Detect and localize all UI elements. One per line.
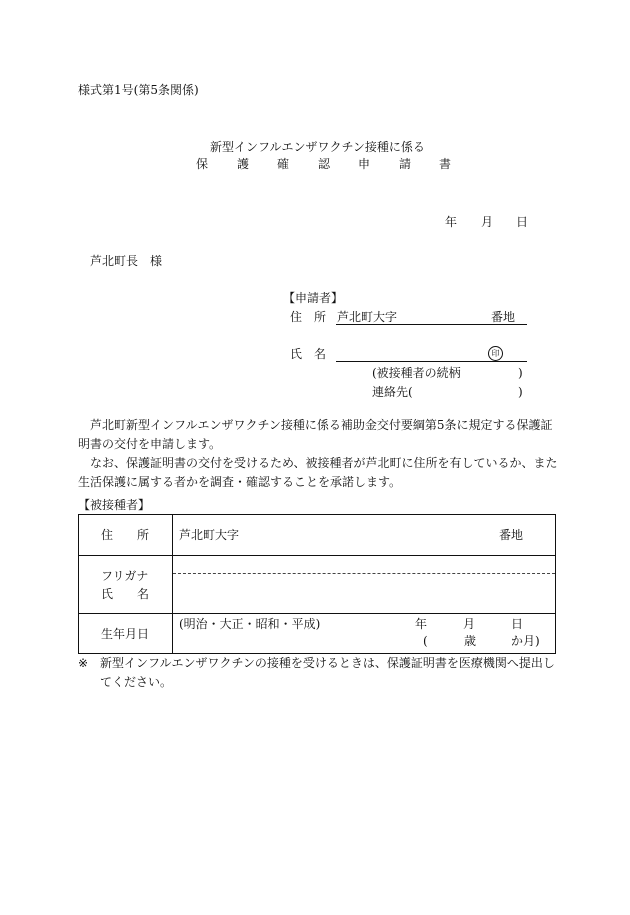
birthdate-label-cell <box>79 614 173 654</box>
date-year-label: 年 <box>445 215 458 229</box>
month-unit: か月) <box>511 633 540 648</box>
recipient-table <box>78 514 556 654</box>
recipient-name-cell[interactable] <box>173 556 556 614</box>
title-char: 申 <box>358 157 371 171</box>
era-options: (明治・大正・昭和・平成) <box>179 616 321 631</box>
recipient-heading: 【被接種者】 <box>78 498 151 512</box>
applicant-address-value: 芦北町大字 <box>337 310 398 324</box>
birthdate-label: 生年月日 <box>101 626 150 641</box>
title-line1: 新型インフルエンザワクチン接種に係る <box>210 140 425 154</box>
date-month-label: 月 <box>481 215 494 229</box>
contact-open: 連絡先( <box>372 385 413 399</box>
table-row-birthdate <box>79 614 556 654</box>
recipient-name-label-cell <box>79 556 173 614</box>
applicant-address-underline <box>336 324 527 325</box>
body-paragraph-2: なお、保護証明書の交付を受けるため、被接種者が芦北町に住所を有しているか、また生活保護に属する者かを調査・確認することを承諾します。 <box>78 456 558 489</box>
recipient-address-label: 住 所 <box>101 528 150 542</box>
age-unit: 歳 <box>464 633 477 648</box>
birth-day-label: 日 <box>511 616 524 631</box>
applicant-name-label: 氏 名 <box>290 347 327 361</box>
note-text: 新型インフルエンザワクチンの接種を受けるときは、保護証明書を医療機関へ提出してください。 <box>100 656 555 689</box>
title-char: 請 <box>399 157 412 171</box>
applicant-name-field[interactable] <box>336 361 527 362</box>
recipient-address-suffix: 番地 <box>499 528 524 542</box>
applicant-address-label: 住 所 <box>290 310 327 324</box>
contact-close: ) <box>518 385 523 399</box>
relation-close: ) <box>518 366 523 380</box>
date-day-label: 日 <box>516 215 529 229</box>
body-paragraph-1: 芦北町新型インフルエンザワクチン接種に係る補助金交付要綱第5条に規定する保護証明書の交付を申請します。 <box>78 418 553 451</box>
body-text <box>78 416 560 492</box>
recipient-address-label-cell <box>79 515 173 556</box>
table-row-name <box>79 556 556 614</box>
birth-year-label: 年 <box>415 616 428 631</box>
note-mark: ※ <box>78 656 89 670</box>
birthdate-cell[interactable] <box>173 614 556 654</box>
recipient-address-value: 芦北町大字 <box>179 528 240 542</box>
title-char: 書 <box>439 157 452 171</box>
seal-mark-icon <box>488 346 503 361</box>
relation-open: (被接種者の続柄 <box>372 366 461 380</box>
title-char: 保 <box>196 157 209 171</box>
seal-mark-label: 印 <box>488 346 503 361</box>
furigana-label: フリガナ <box>101 568 149 583</box>
title-char: 護 <box>237 157 250 171</box>
applicant-heading: 【申請者】 <box>283 291 344 305</box>
table-row-address <box>79 515 556 556</box>
addressee: 芦北町長 様 <box>90 254 163 268</box>
recipient-name-label: 氏 名 <box>101 586 150 601</box>
applicant-address-suffix: 番地 <box>491 310 516 324</box>
birth-month-label: 月 <box>463 616 476 631</box>
title-char: 認 <box>318 157 331 171</box>
furigana-divider <box>173 573 555 574</box>
age-open: ( <box>423 633 428 648</box>
recipient-address-cell[interactable] <box>173 515 556 556</box>
form-number: 様式第1号(第5条関係) <box>78 83 199 97</box>
title-char: 確 <box>277 157 290 171</box>
